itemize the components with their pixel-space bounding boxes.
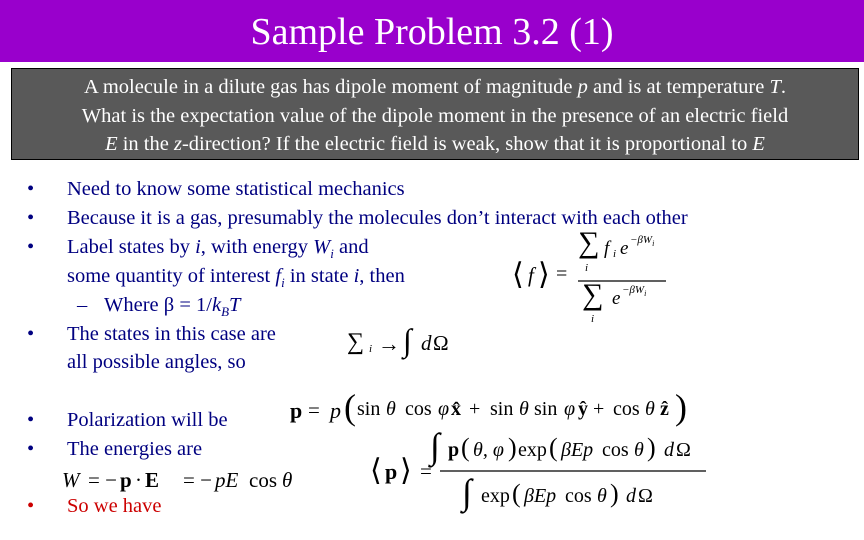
problem-line-3: E in the z-direction? If the electric field is weak, show that it is proportional to E [105, 133, 765, 155]
sub-bullet-beta: – Where $\beta = 1/k_BT$ [77, 294, 241, 320]
fraction-bar [440, 470, 710, 472]
bullet-gas: • Because it is a gas, presumably the molecules don’t interact with each other [27, 207, 688, 229]
bullet-label-states-cont: some quantity of interest $f_i$ in state i, then [67, 265, 405, 291]
bullet-label-states: • Label states by i, with energy $W_i$ and [27, 236, 369, 262]
problem-statement [11, 68, 859, 160]
bullet-energies: • The energies are [27, 438, 203, 460]
bullet-polarization: • Polarization will be [27, 409, 228, 431]
bullet-dot: • [27, 495, 35, 517]
problem-line-1: A molecule in a dilute gas has dipole moment of magnitude p and is at temperature T. [84, 76, 786, 98]
bullet-dot: • [27, 178, 35, 200]
bullet-statistical-mechanics: • Need to know some statistical mechanics [27, 178, 405, 200]
title-bar [0, 0, 864, 62]
bullet-dot: • [27, 207, 35, 229]
slide-title: Sample Problem 3.2 (1) [250, 11, 614, 53]
bullet-dot: • [27, 409, 35, 431]
bullet-dot: • [27, 323, 35, 345]
bullet-dot: • [27, 236, 35, 258]
sub-bullet-dash: – [77, 294, 88, 316]
bullet-states-angles: • The states in this case are [27, 323, 276, 345]
bullet-states-angles-cont: all possible angles, so [67, 351, 246, 373]
problem-line-2: What is the expectation value of the dipole moment in the presence of an electric field [81, 104, 789, 127]
bullet-so-we-have: • So we have [27, 495, 162, 517]
bullet-dot: • [27, 438, 35, 460]
